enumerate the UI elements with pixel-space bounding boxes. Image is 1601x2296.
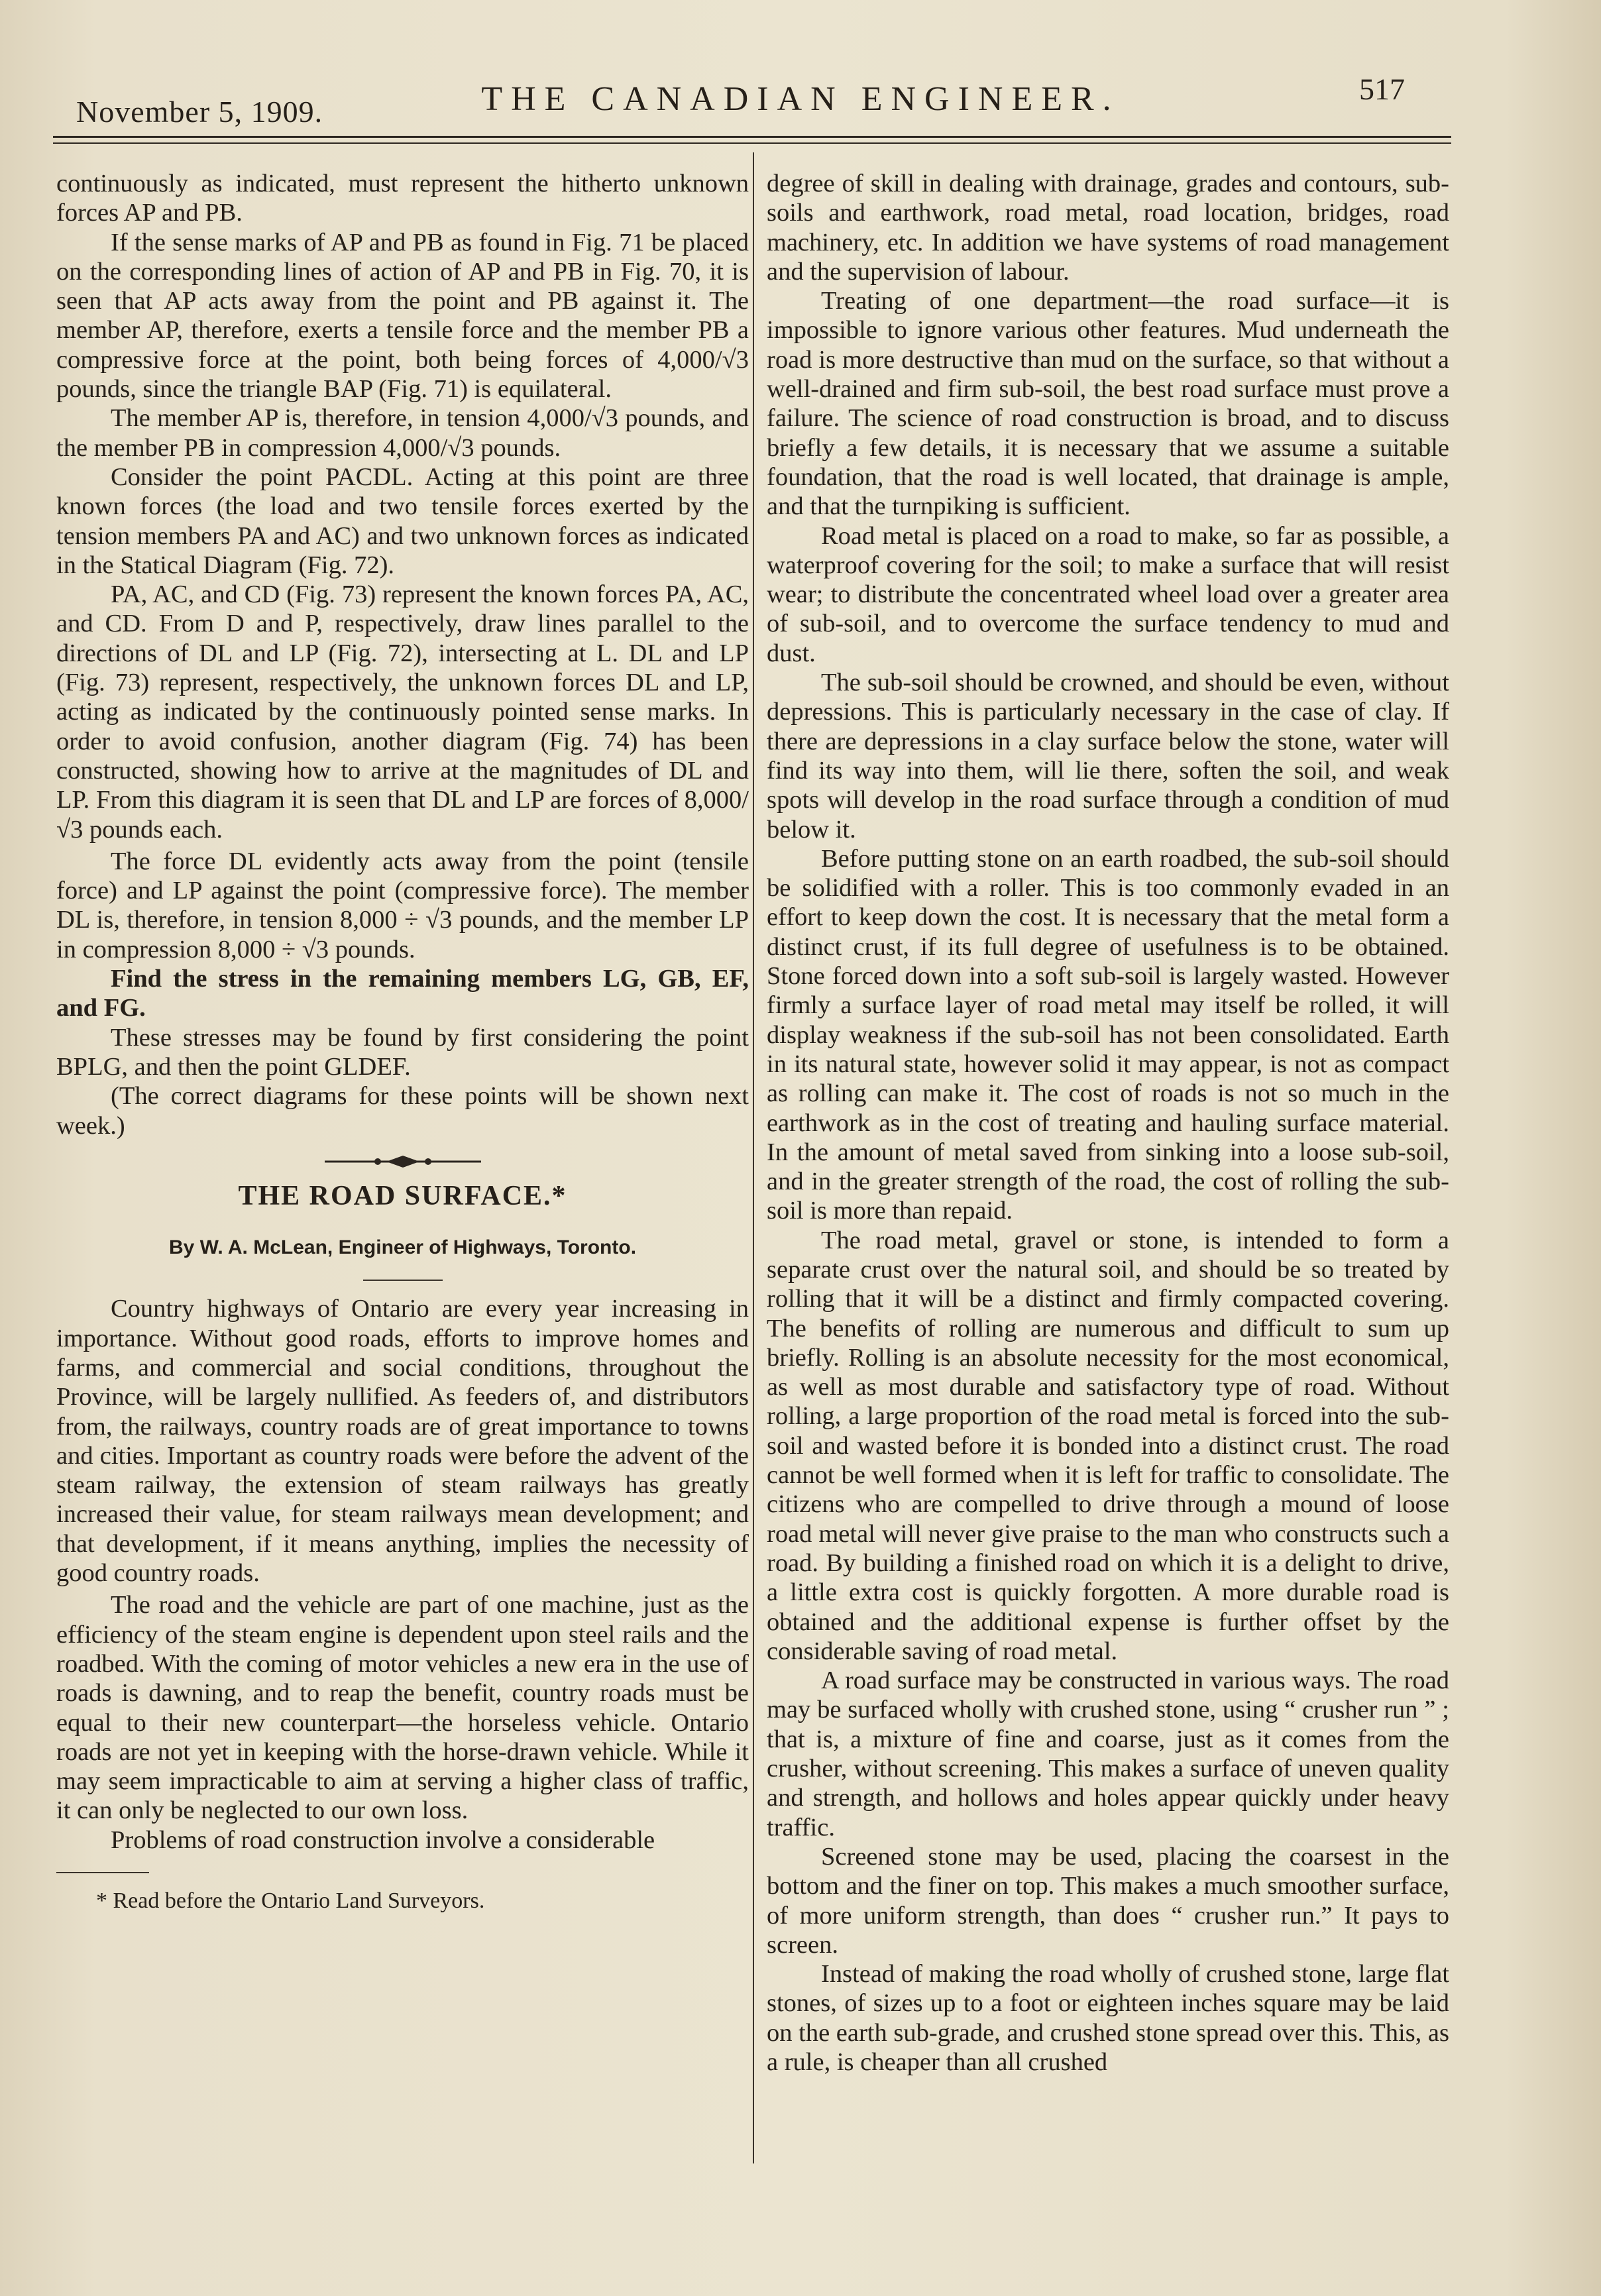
paragraph: continuously as indicated, must represent the hitherto unknown forces AP and PB. (56, 170, 749, 227)
header-rule-thin (53, 142, 1451, 144)
section-heading: Find the stress in the remaining members LG, GB, EF, and FG. (56, 965, 749, 1022)
paragraph: A road surface may be constructed in various ways. The road may be surfaced wholly with crushed stone, using “ crusher run ” ; that is, a mixture of fine and coarse, just as it comes from the crusher, without screening. This makes a surface of uneven quality and strength, and hollows and holes appear quickly under heavy traffic. (767, 1667, 1449, 1841)
paragraph: The member AP is, therefore, in tension 4,000/√3 pounds, and the member PB in compression 4,000/√3 pounds. (56, 404, 749, 462)
paragraph: Treating of one department—the road surface—it is impossible to ignore various other features. Mud underneath the road is more destructive than mud on the surface, so that without a well-drained and firm sub-soil, the best road surface must prove a failure. The science of road construction is broad, and to discuss briefly a few details, it is necessary that we assume a suitable foundation, that the road is well located, that drainage is ample, and that the turnpiking is sufficient. (767, 287, 1449, 521)
paragraph: These stresses may be found by first considering the point BPLG, and then the point GLDEF. (56, 1023, 749, 1081)
right-column (767, 169, 1449, 2077)
paragraph: The road and the vehicle are part of one machine, just as the efficiency of the steam engine is dependent upon steel rails and the roadbed. With the coming of motor vehicles a new era in the use of roads is dawning, and to reap the benefit, country roads must be equal to their new counterpart—the horseless vehicle. Ontario roads are not yet in keeping with the horse-drawn vehicle. While it may seem impracticable to aim at serving a higher class of traffic, it can only be neglected to our own loss. (56, 1591, 749, 1825)
paragraph: (The correct diagrams for these points will be shown next week.) (56, 1082, 749, 1140)
paragraph: Before putting stone on an earth roadbed, the sub-soil should be solidified with a roller. This is too commonly evaded in an effort to keep down the cost. It is necessary that the metal form a distinct crust, if its full degree of usefulness is to be obtained. Stone forced down into a soft sub-soil is largely wasted. However firmly a surface layer of road metal may itself be rolled, it will display weakness if the sub-soil has not been consolidated. Earth in its natural state, however solid it may appear, is not as compact as rolling can make it. The cost of roads is not so much in the earthwork as in the cost of treating and hauling surface material. In the amount of metal saved from sinking into a loose sub-soil, and in the greater strength of the road, the cost of rolling the sub-soil is more than repaid. (767, 844, 1449, 1225)
header-rule-thick (53, 136, 1451, 138)
paragraph: PA, AC, and CD (Fig. 73) represent the known forces PA, AC, and CD. From D and P, respectively, draw lines parallel to the directions of DL and LP (Fig. 72), intersecting at L. DL and LP (Fig. 73) represent, respectively, the unknown forces DL and LP, acting as indicated by the continuously pointed sense marks. In order to avoid confusion, another diagram (Fig. 74) has been constructed, showing how to arrive at the magnitudes of DL and LP. From this diagram it is seen that DL and LP are forces of 8,000/√3 pounds each. (56, 580, 749, 844)
left-column (56, 169, 749, 1916)
issue-date: November 5, 1909. (76, 95, 323, 129)
footnote: * Read before the Ontario Land Surveyors. (96, 1888, 485, 1914)
column-divider (753, 152, 754, 2163)
article-byline: By W. A. McLean, Engineer of Highways, Toronto. (168, 1236, 637, 1259)
journal-title: THE CANADIAN ENGINEER. (481, 80, 1120, 118)
footnote-rule (56, 1872, 149, 1873)
byline-rule (363, 1280, 443, 1281)
paragraph: Country highways of Ontario are every year increasing in importance. Without good roads, efforts to improve homes and farms, and commercial and social conditions, throughout the Province, will be largely nullified. As feeders of, and distributors from, the railways, country roads are of great importance to towns and cities. Important as country roads were before the advent of the steam railway, the extension of steam railways has greatly increased their value, for steam railways mean development; and that development, if it means anything, implies the necessity of good country roads. (56, 1295, 749, 1588)
paragraph: degree of skill in dealing with drainage, grades and contours, sub-soils and earthwork, road metal, road location, bridges, road machinery, etc. In addition we have systems of road management and the supervision of labour. (767, 170, 1449, 286)
paragraph: The force DL evidently acts away from the point (tensile force) and LP against the point (compressive force). The member DL is, therefore, in tension 8,000 ÷ √3 pounds, and the member LP in compression 8,000 ÷ √3 pounds. (56, 847, 749, 963)
article-title: THE ROAD SURFACE.* (238, 1180, 567, 1211)
paragraph: Road metal is placed on a road to make, so far as possible, a waterproof covering for the soil; to make a surface that will resist wear; to distribute the concentrated wheel load over a greater area of sub-soil, and to overcome the surface tendency to mud and dust. (767, 521, 1449, 667)
paragraph: The sub-soil should be crowned, and should be even, without depressions. This is particularly necessary in the case of clay. If there are depressions in a clay surface below the stone, water will find its way into them, will lie there, soften the soil, and weak spots will develop in the road surface through a condition of mud below it. (767, 669, 1449, 844)
ornament-divider-icon (323, 1154, 482, 1170)
page-number: 517 (1359, 72, 1405, 106)
paragraph: Consider the point PACDL. Acting at this point are three known forces (the load and two tensile forces exerted by the tension members PA and AC) and two unknown forces as indicated in the Statical Diagram (Fig. 72). (56, 463, 749, 579)
paragraph: If the sense marks of AP and PB as found in Fig. 71 be placed on the corresponding lines of action of AP and PB in Fig. 70, it is seen that AP acts away from the point and PB against it. The member AP, therefore, exerts a tensile force and the member PB a compressive force at the point, both being forces of 4,000/√3 pounds, since the triangle BAP (Fig. 71) is equilateral. (56, 228, 749, 404)
paragraph: The road metal, gravel or stone, is intended to form a separate crust over the natural soil, and should be so treated by rolling that it will be a distinct and firmly compacted covering. The benefits of rolling are numerous and difficult to sum up briefly. Rolling is an absolute necessity for the most economical, as well as most durable and satisfactory type of road. Without rolling, a large proportion of the road metal is forced into the sub-soil and wasted before it is bonded into a distinct crust. The road cannot be well formed when it is left for traffic to consolidate. The citizens who are compelled to drive through a mound of loose road metal will never give praise to the man who constructs such a road. By building a finished road on which it is a delight to drive, a little extra cost is quickly forgotten. A more durable road is obtained and the additional expense is further offset by the considerable saving of road metal. (767, 1226, 1449, 1665)
paragraph: Instead of making the road wholly of crushed stone, large flat stones, of sizes up to a foot or eighteen inches square may be laid on the earth sub-grade, and crushed stone spread over this. This, as a rule, is cheaper than all crushed (767, 1960, 1449, 2076)
paragraph: Problems of road construction involve a considerable (111, 1826, 655, 1854)
paragraph: Screened stone may be used, placing the coarsest in the bottom and the finer on top. This makes a much smoother surface, of more uniform strength, than does “ crusher run.” It pays to screen. (767, 1842, 1449, 1959)
